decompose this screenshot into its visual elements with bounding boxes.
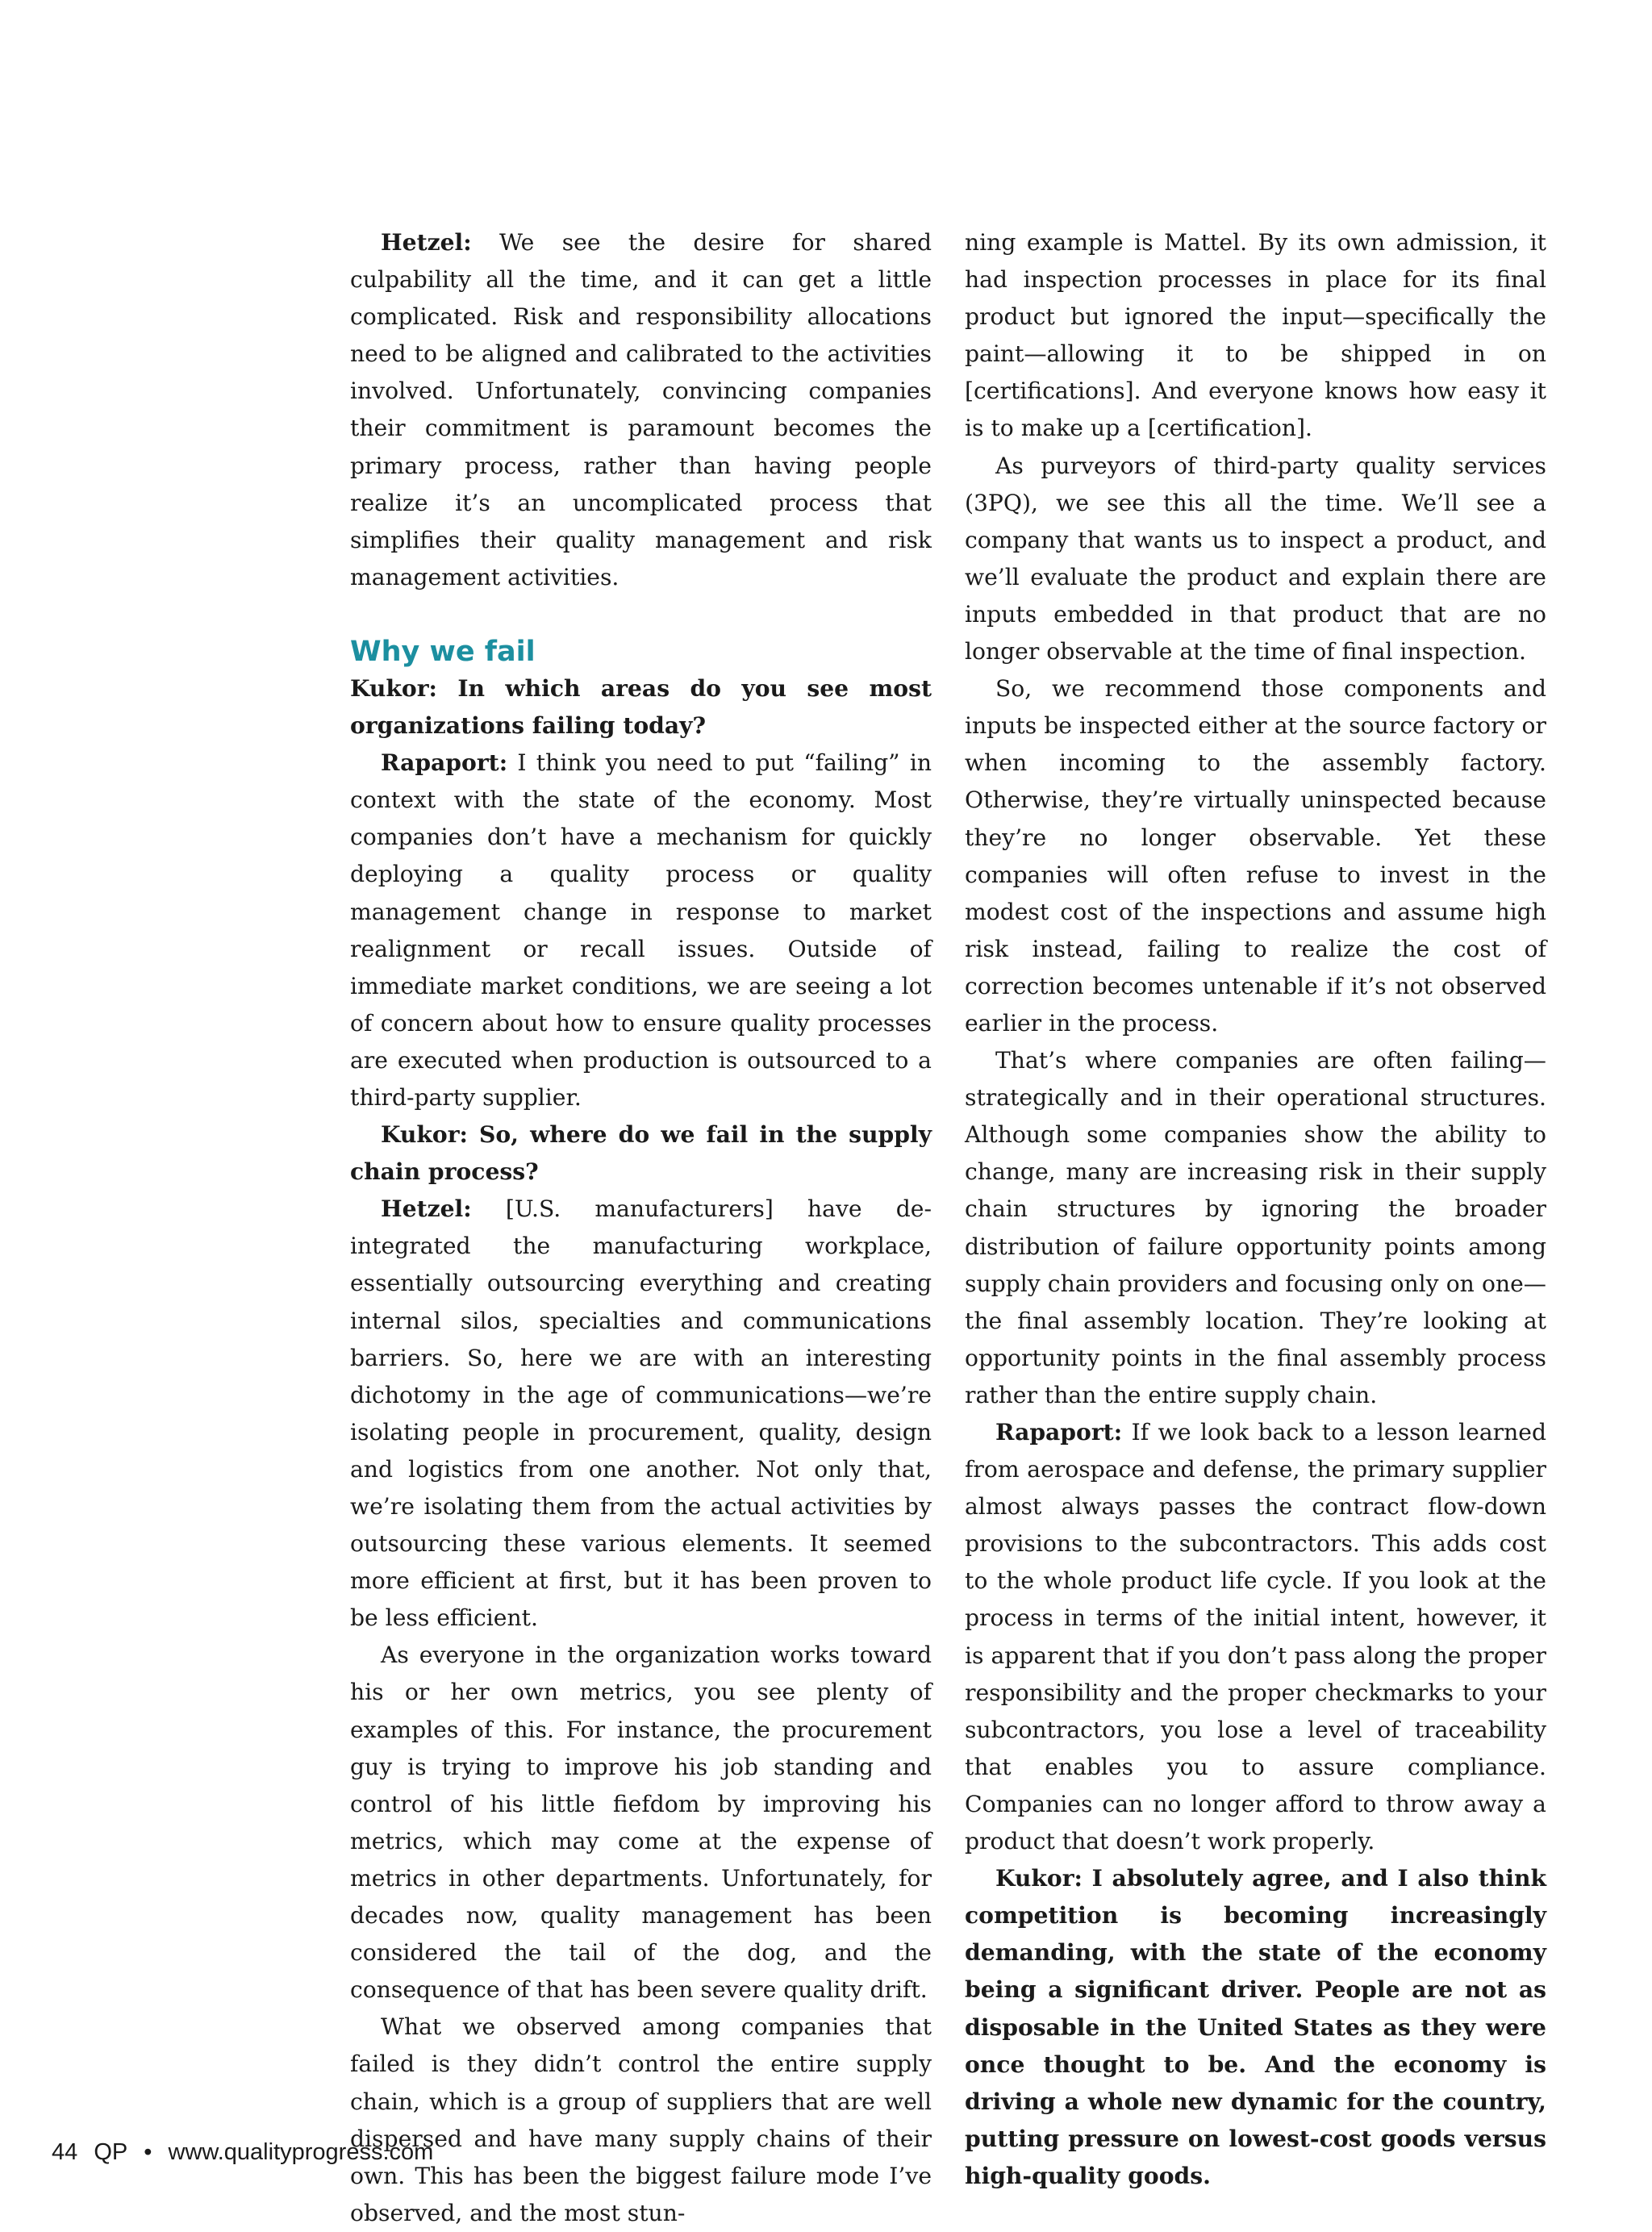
paragraph-text: [U.S. manufacturers] have de-integrated the manufacturing workplace, essentially outsourcing everything and creating internal silos, specialties and communications barriers. So, here we are with an interesting dichotomy in the age of communications—we’re isolating people in procurement, quality, design and logistics from one another. Not only that, we’re isolating them from the actual activities by outsourcing these various elements. It seemed more efficient at first, but it has been proven to be less efficient. — [350, 1195, 932, 1632]
paragraph: So, we recommend those components and inputs be inspected either at the source factory or when incoming to the assembly factory. Otherwise, they’re virtually uninspected because they’re no longer observable. Yet these companies will often refuse to invest in the modest cost of the inspections and assume high risk instead, failing to realize the cost of correction becomes untenable if it’s not observed earlier in the process. — [965, 675, 1546, 1037]
speaker-name: Rapaport: — [995, 1419, 1123, 1446]
paragraph-text: I think you need to put “failing” in context with the state of the economy. Most companies don’t have a mechanism for quickly deploying a quality process or quality management change in response to market realignment or recall issues. Outside of immediate market conditions, we are seeing a lot of concern about how to ensure quality processes are executed when production is outsourced to a third-party supplier. — [350, 749, 932, 1111]
paragraph — [350, 1191, 932, 1637]
page-footer — [52, 2139, 443, 2166]
paragraph: What we observed among companies that failed is they didn’t control the entire supply chain, which is a group of suppliers that are well dispersed and have many supply chains of their own. This has been the biggest failure mode I’ve observed, and the most stun- — [350, 2013, 932, 2226]
paragraph-text: I absolutely agree, and I also think competition is becoming increasingly demanding, with the state of the economy being a significant driver. People are not as disposable in the United States as they were once thought to be. And the economy is driving a whole new dynamic for the country, putting pressure on lowest-cost goods versus high-quality goods. — [965, 1865, 1546, 2189]
paragraph — [350, 745, 932, 1116]
left-column — [350, 224, 932, 2232]
bullet-separator: • — [144, 2139, 152, 2165]
publication-name: QP — [94, 2139, 128, 2165]
website-url[interactable]: www.qualityprogress.com — [168, 2139, 434, 2165]
paragraph: As everyone in the organization works toward his or her own metrics, you see plenty of examples of this. For instance, the procurement guy is trying to improve his job standing and control of his little fiefdom by improving his metrics, which may come at the expense of metrics in other departments. Unfortunately, for decades now, quality management has been considered the tail of the dog, and the consequence of that has been severe quality drift. — [350, 1642, 932, 2004]
paragraph — [350, 224, 932, 596]
page-number: 44 — [52, 2139, 78, 2165]
paragraph-continued: ning example is Mattel. By its own admission, it had inspection processes in place for its final product but ignored the input—specifically the paint—allowing it to be shipped in on [certifications]. And everyone knows how easy it is to make up a [certification]. — [965, 229, 1546, 442]
paragraph-text: If we look back to a lesson learned from aerospace and defense, the primary supplier almost always passes the contract flow-down provisions to the subcontractors. This adds cost to the whole product life cycle. If you look at the process in terms of the initial intent, however, it is apparent that if you don’t pass along the proper responsibility and the proper checkmarks to your subcontractors, you lose a level of traceability that enables you to assure compliance. Companies can no longer afford to throw away a product that doesn’t work properly. — [965, 1419, 1546, 1855]
speaker-name: Hetzel: — [381, 1195, 472, 1223]
interview-question — [965, 1860, 1546, 2195]
paragraph — [965, 1414, 1546, 1860]
section-heading: Why we fail — [350, 635, 536, 668]
speaker-name: Hetzel: — [381, 229, 472, 256]
interview-question: Kukor: In which areas do you see most organizations failing today? — [350, 674, 932, 740]
paragraph: As purveyors of third-party quality services (3PQ), we see this all the time. We’ll see a company that wants us to inspect a product, and we’ll evaluate the product and explain there are inputs embedded in that product that are no longer observable at the time of final inspection. — [965, 452, 1546, 665]
speaker-name: Kukor: — [995, 1865, 1083, 1892]
right-column — [965, 224, 1546, 2195]
speaker-name: Rapaport: — [381, 749, 508, 777]
paragraph: That’s where companies are often failing—strategically and in their operational structures. Although some companies show the ability to change, many are increasing risk in their supply chain structures by ignoring the broader distribution of failure opportunity points among supply chain providers and focusing only on one—the final assembly location. They’re looking at opportunity points in the final assembly process rather than the entire supply chain. — [965, 1047, 1546, 1408]
interview-question: Kukor: So, where do we fail in the supply chain process? — [350, 1121, 932, 1186]
paragraph-text: We see the desire for shared culpability all the time, and it can get a little complicated. Risk and responsibility allocations need to be aligned and calibrated to the activities involved. Unfortunately, convincing companies their commitment is paramount becomes the primary process, rather than having people realize it’s an uncomplicated process that simplifies their quality management and risk management activities. — [350, 229, 932, 590]
